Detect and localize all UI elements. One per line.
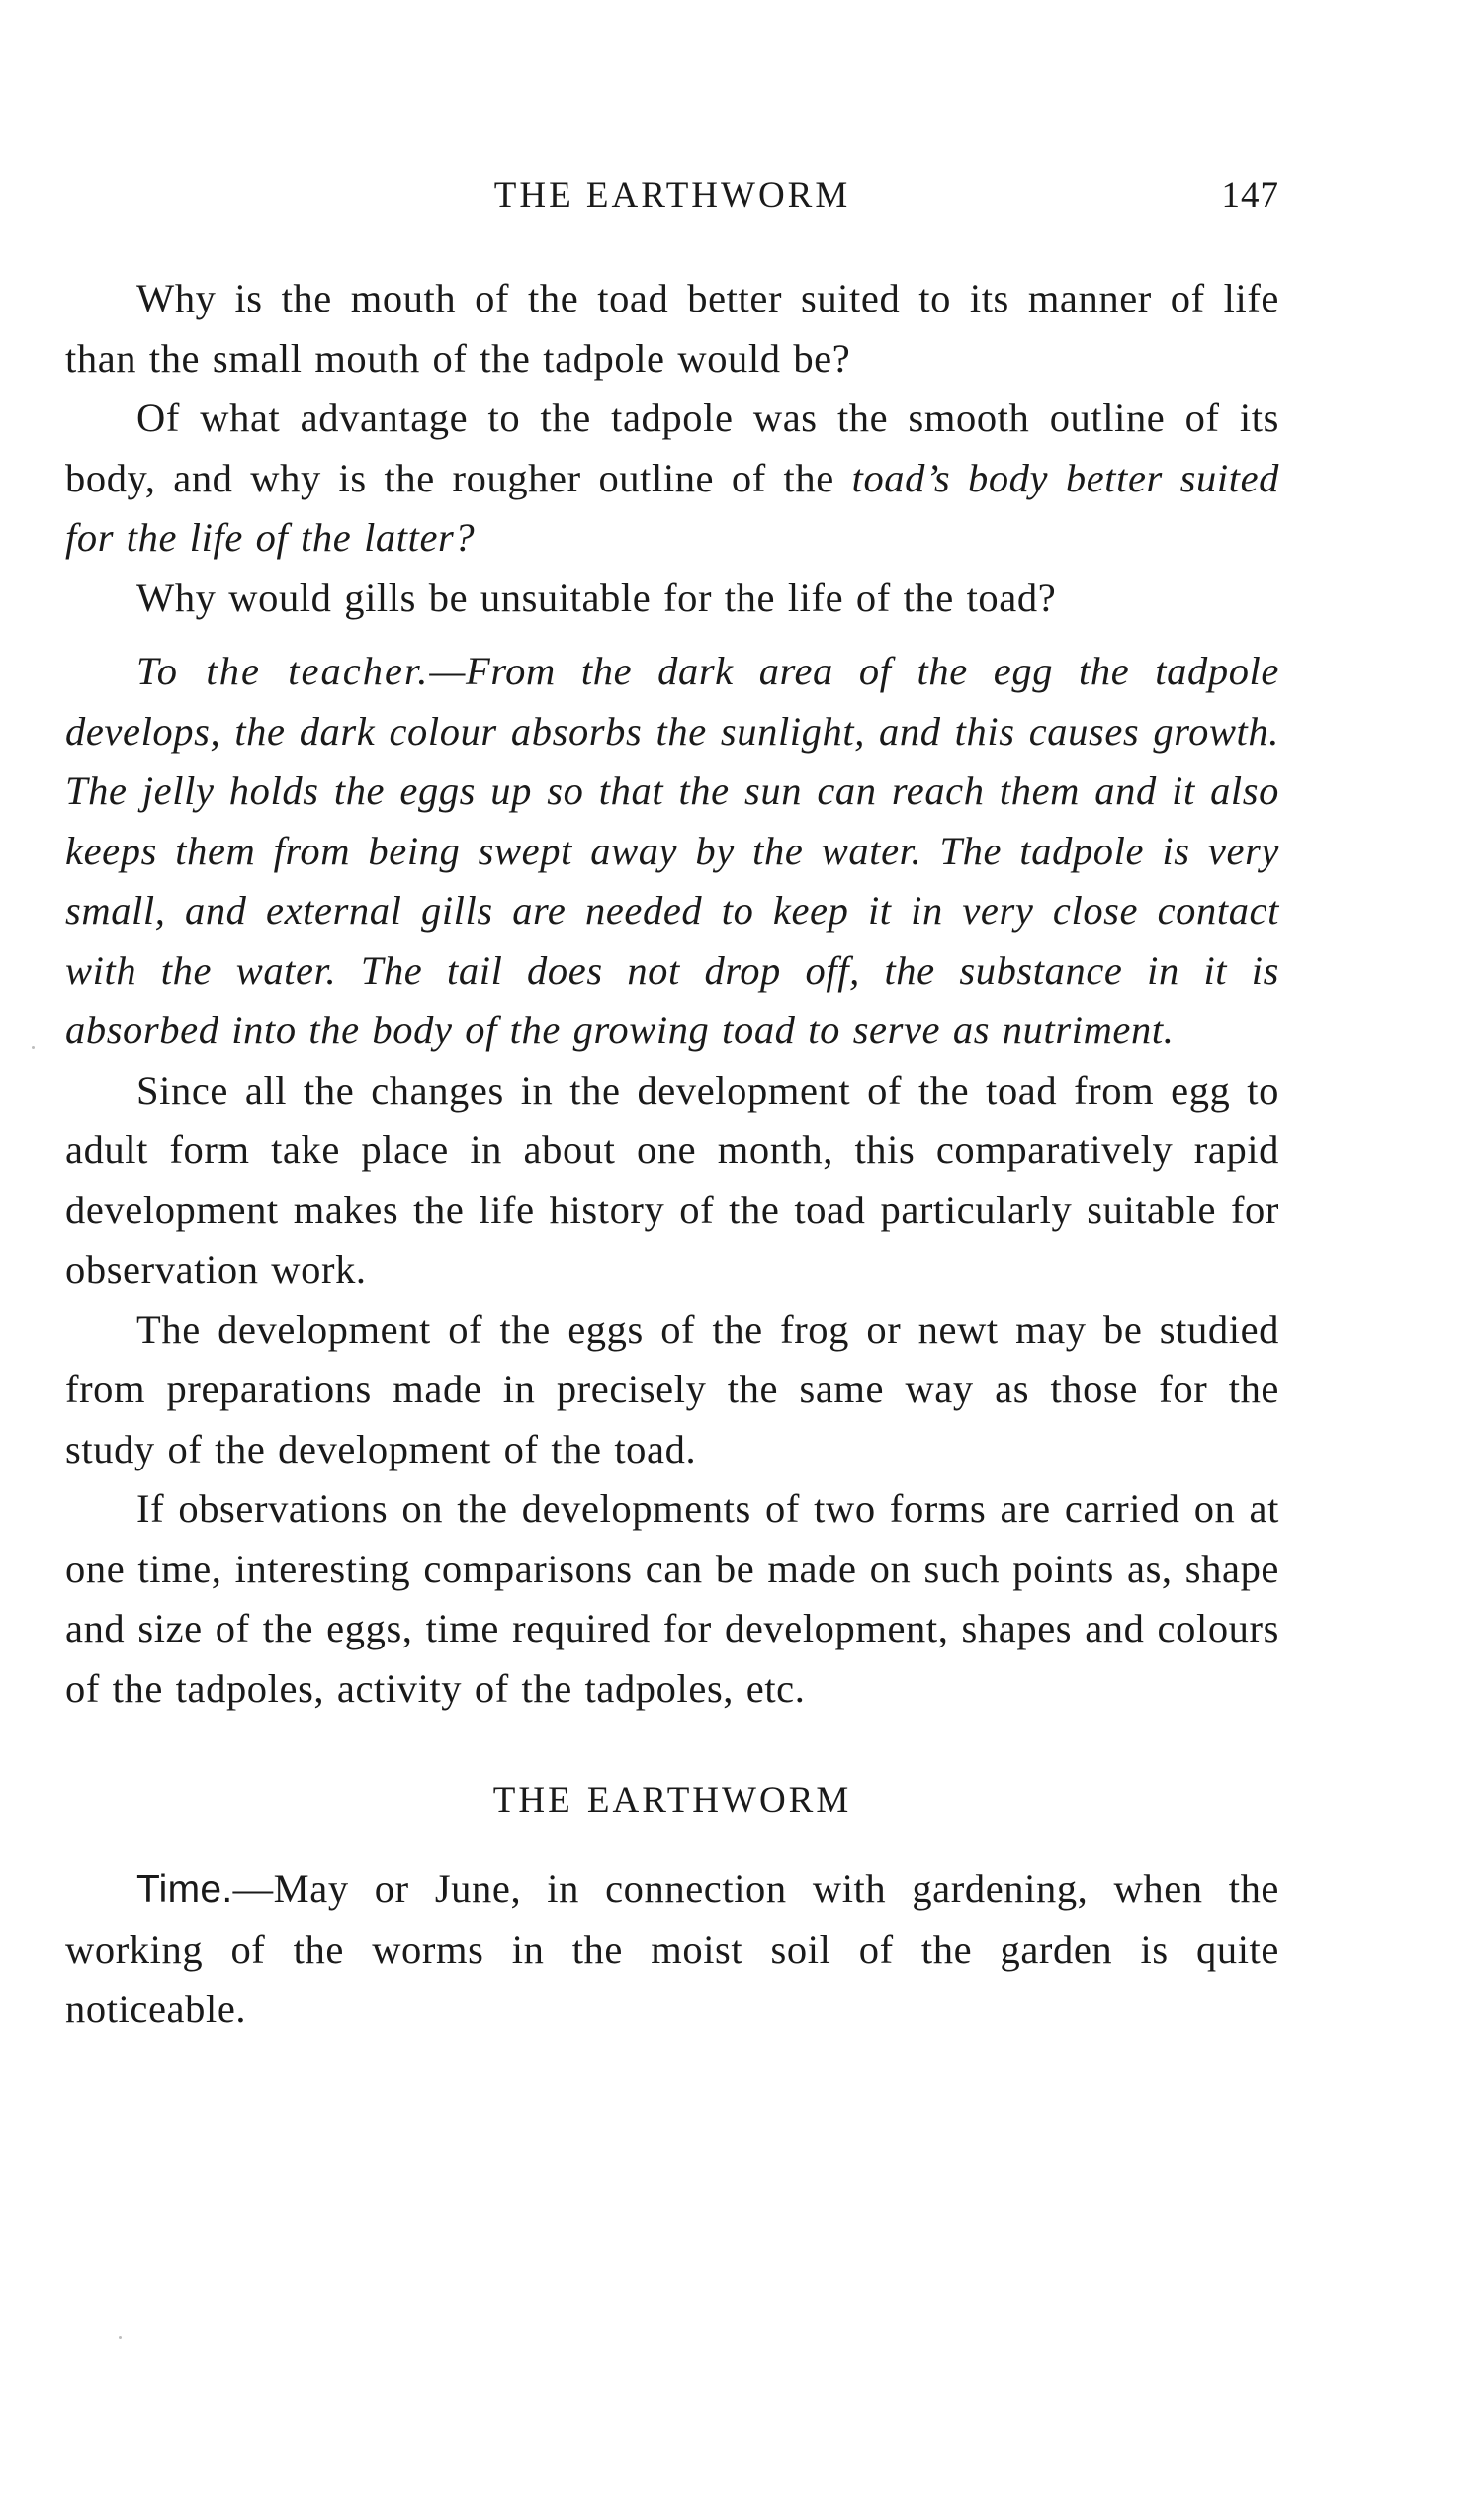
scan-speck [32,1046,35,1049]
question-outline-italic-text: toad’s body better suited for the life of the latter? [65,455,1279,560]
page-number: 147 [1221,175,1279,216]
question-outline-text: Of what advantage to the tadpole was the smooth outline of its body, and why is the rougher outline of the [65,396,1279,500]
running-head [65,174,1279,223]
section-heading: THE EARTHWORM [492,1780,852,1821]
body-text [65,269,1279,2040]
scan-speck [119,2336,122,2339]
development-changes-paragraph: Since all the changes in the development of the toad from egg to adult form take place in about one month, this comparatively rapid development makes the life history of the toad particularly suitable for observation work. [65,1067,1279,1291]
time-paragraph [65,1859,1279,2040]
time-text: —May or June, in connection with gardening, when the working of the worms in the moist soil of the garden is quite noticeable. [65,1866,1279,2031]
question-mouth-paragraph: Why is the mouth of the toad better suited to its manner of life than the small mouth of the tadpole would be? [65,276,1279,381]
teacher-note-text: —From the dark area of the egg the tadpole develops, the dark colour absorbs the sunlight, and this causes growth. The jelly holds the eggs up so that the sun can reach them and it also keeps them from being swept away by the water. The tadpole is very small, and external gills are needed to keep it in very close contact with the water. The tail does not drop off, the substance in it is absorbed into the body of the growing toad to serve as nutriment. [65,649,1279,1052]
frog-newt-paragraph: The development of the eggs of the frog or newt may be studied from preparations made in precisely the same way as those for the study of the development of the toad. [65,1306,1279,1471]
question-outline-paragraph [65,389,1279,569]
running-title: THE EARTHWORM [493,175,851,216]
teacher-note-paragraph [65,642,1279,1061]
teacher-note-label: To the teacher. [136,649,430,693]
observations-paragraph: If observations on the developments of two forms are carried on at one time, interesting comparisons can be made on such points as, shape and size of the eggs, time required for development, shapes and colours of the tadpoles, activity of the tadpoles, etc. [65,1486,1279,1711]
question-gills-paragraph: Why would gills be unsuitable for the life of the toad? [136,575,1057,620]
time-label: Time. [136,1868,233,1911]
